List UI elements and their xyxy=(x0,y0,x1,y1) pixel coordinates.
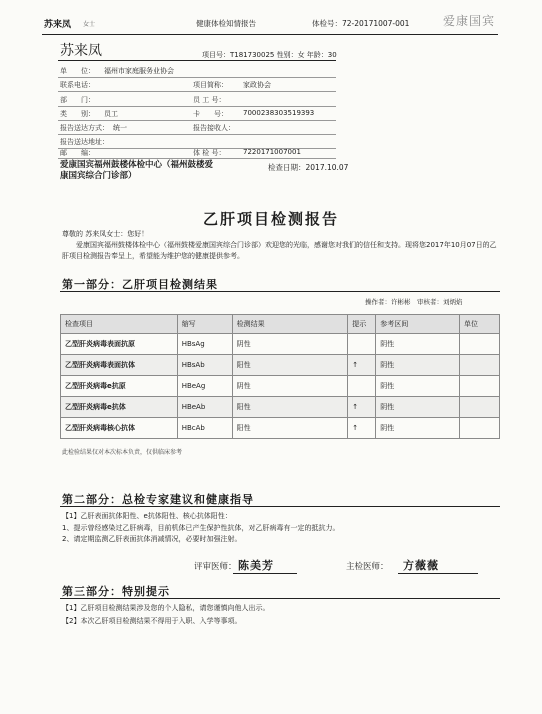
cell-result: 阳性 xyxy=(232,355,348,376)
reviewer-signature-line xyxy=(233,573,297,574)
cell-item: 乙型肝炎病毒表面抗体 xyxy=(61,355,178,376)
delivery-label: 报告送达方式： xyxy=(60,124,109,132)
cell-result: 阴性 xyxy=(232,376,348,397)
info-divider xyxy=(58,134,336,135)
cell-result: 阳性 xyxy=(232,397,348,418)
cell-item: 乙型肝炎病毒核心抗体 xyxy=(61,418,178,439)
info-divider xyxy=(58,91,336,92)
patient-name: 苏来凤 xyxy=(60,43,102,59)
reviewer-signature: 陈美芳 xyxy=(238,559,274,572)
cell-reference: 阴性 xyxy=(376,418,460,439)
cell-item: 乙型肝炎病毒e抗体 xyxy=(61,397,178,418)
phone-label: 联系电话： xyxy=(60,81,95,89)
category-value: 员工 xyxy=(104,110,118,118)
cell-item: 乙型肝炎病毒e抗原 xyxy=(61,376,178,397)
info-divider xyxy=(58,120,336,121)
header-item: 检查项目 xyxy=(61,315,178,334)
cell-hint xyxy=(348,334,376,355)
table-row xyxy=(61,376,500,397)
table-row xyxy=(61,397,500,418)
card-value: 7000238303519393 xyxy=(243,109,315,117)
section2-divider xyxy=(60,506,500,507)
table-footnote: 此检验结果仅对本次标本负责，仅供临床参考 xyxy=(62,449,183,456)
results-table xyxy=(60,314,500,439)
cell-unit xyxy=(460,334,500,355)
cell-abbr: HBeAb xyxy=(177,397,232,418)
advice-line: 【1】乙肝表面抗体阳性、e抗体阳性、核心抗体阳性： xyxy=(62,512,232,520)
cell-hint: ↑ xyxy=(348,397,376,418)
header-hint: 提示 xyxy=(348,315,376,334)
chief-label: 主检医师： xyxy=(346,562,389,572)
cell-unit xyxy=(460,397,500,418)
cell-unit xyxy=(460,418,500,439)
project-short-value: 家政协会 xyxy=(243,81,271,89)
cell-result: 阳性 xyxy=(232,418,348,439)
notice-line: 【1】乙肝项目检测结果涉及您的个人隐私，请您谨慎向他人出示。 xyxy=(62,604,270,612)
category-label: 类 别： xyxy=(60,110,95,118)
greeting: 尊敬的 苏来凤女士：您好！ xyxy=(62,230,149,238)
unit-label: 单 位： xyxy=(60,67,95,75)
cell-unit xyxy=(460,376,500,397)
unit-value: 福州市家庭服务业协会 xyxy=(104,67,174,75)
cell-abbr: HBsAb xyxy=(177,355,232,376)
cell-hint: ↑ xyxy=(348,418,376,439)
check-date: 检查日期：2017.10.07 xyxy=(268,163,349,172)
header-reference: 参考区间 xyxy=(376,315,460,334)
chief-signature: 方薇薇 xyxy=(403,559,439,572)
reviewer-label: 评审医师： xyxy=(194,562,237,572)
cell-reference: 阴性 xyxy=(376,355,460,376)
section1-title: 第一部分：乙肝项目检测结果 xyxy=(62,278,218,291)
header-unit: 单位 xyxy=(460,315,500,334)
advice-line: 1、提示曾经感染过乙肝病毒，目前机体已产生保护性抗体，对乙肝病毒有一定的抵抗力。 xyxy=(62,523,340,532)
topbar-exam-number: 体检号：72-20171007-001 xyxy=(312,19,410,28)
info-divider xyxy=(58,158,336,159)
section3-divider xyxy=(60,598,500,599)
cell-reference: 阴性 xyxy=(376,334,460,355)
staff-no-label: 员 工 号： xyxy=(193,96,226,104)
cell-abbr: HBcAb xyxy=(177,418,232,439)
card-label: 卡 号： xyxy=(193,110,228,118)
name-divider xyxy=(58,60,336,61)
header-result: 检测结果 xyxy=(232,315,348,334)
chief-signature-line xyxy=(398,573,478,574)
top-divider xyxy=(42,34,498,35)
info-divider xyxy=(58,77,336,78)
topbar-patient-name: 苏来凤 xyxy=(44,20,72,30)
intro-paragraph: 爱康国宾福州鼓楼体检中心（福州鼓楼爱康国宾综合门诊部）欢迎您的光临，感谢您对我们的信任和支持。现将您2017年10月07日的乙肝项目检测报告奉呈上，希望能为维护您的健康提供参考。 xyxy=(62,241,497,260)
receiver-label: 报告接收人： xyxy=(193,124,235,132)
advice-block xyxy=(62,511,339,546)
cell-reference: 阴性 xyxy=(376,376,460,397)
brand-logo: 爱康国宾 xyxy=(443,14,496,28)
table-header-row xyxy=(61,315,500,334)
cell-abbr: HBsAg xyxy=(177,334,232,355)
exam-no-value: 7220171007001 xyxy=(243,148,301,156)
address-label: 报告送达地址： xyxy=(60,138,109,146)
postcode-label: 邮 编： xyxy=(60,149,95,157)
cell-hint: ↑ xyxy=(348,355,376,376)
operators-line: 操作者：许彬彬 审核者：刘炳焰 xyxy=(365,298,463,306)
patient-header-info: 项目号：T181730025 性别：女 年龄：30 xyxy=(202,51,337,59)
dept-label: 部 门： xyxy=(60,96,95,104)
notice-line: 【2】本次乙肝项目检测结果不得用于入职、入学等事项。 xyxy=(62,617,242,625)
section3-title: 第三部分：特别提示 xyxy=(62,585,170,598)
project-short-label: 项目简称： xyxy=(193,81,228,89)
exam-center-name: 爱康国宾福州鼓楼体检中心（福州鼓楼爱康国宾综合门诊部） xyxy=(60,160,214,181)
topbar-gender: 女士 xyxy=(83,21,96,28)
table-row xyxy=(61,334,500,355)
section2-title: 第二部分：总检专家建议和健康指导 xyxy=(62,493,254,506)
info-divider xyxy=(58,106,336,107)
delivery-value: 统一 xyxy=(113,124,127,132)
cell-result: 阴性 xyxy=(232,334,348,355)
notice-block xyxy=(62,602,269,628)
topbar-report-title: 健康体检知情报告 xyxy=(196,19,256,28)
exam-no-label: 体 检 号： xyxy=(193,149,226,157)
section1-divider xyxy=(60,291,500,292)
table-row xyxy=(61,355,500,376)
report-title: 乙肝项目检测报告 xyxy=(202,210,339,228)
cell-unit xyxy=(460,355,500,376)
cell-reference: 阴性 xyxy=(376,397,460,418)
table-row xyxy=(61,418,500,439)
cell-hint xyxy=(348,376,376,397)
cell-item: 乙型肝炎病毒表面抗原 xyxy=(61,334,178,355)
header-abbr: 缩写 xyxy=(177,315,232,334)
cell-abbr: HBeAg xyxy=(177,376,232,397)
advice-line: 2、请定期监测乙肝表面抗体消减情况，必要时加强注射。 xyxy=(62,535,242,543)
